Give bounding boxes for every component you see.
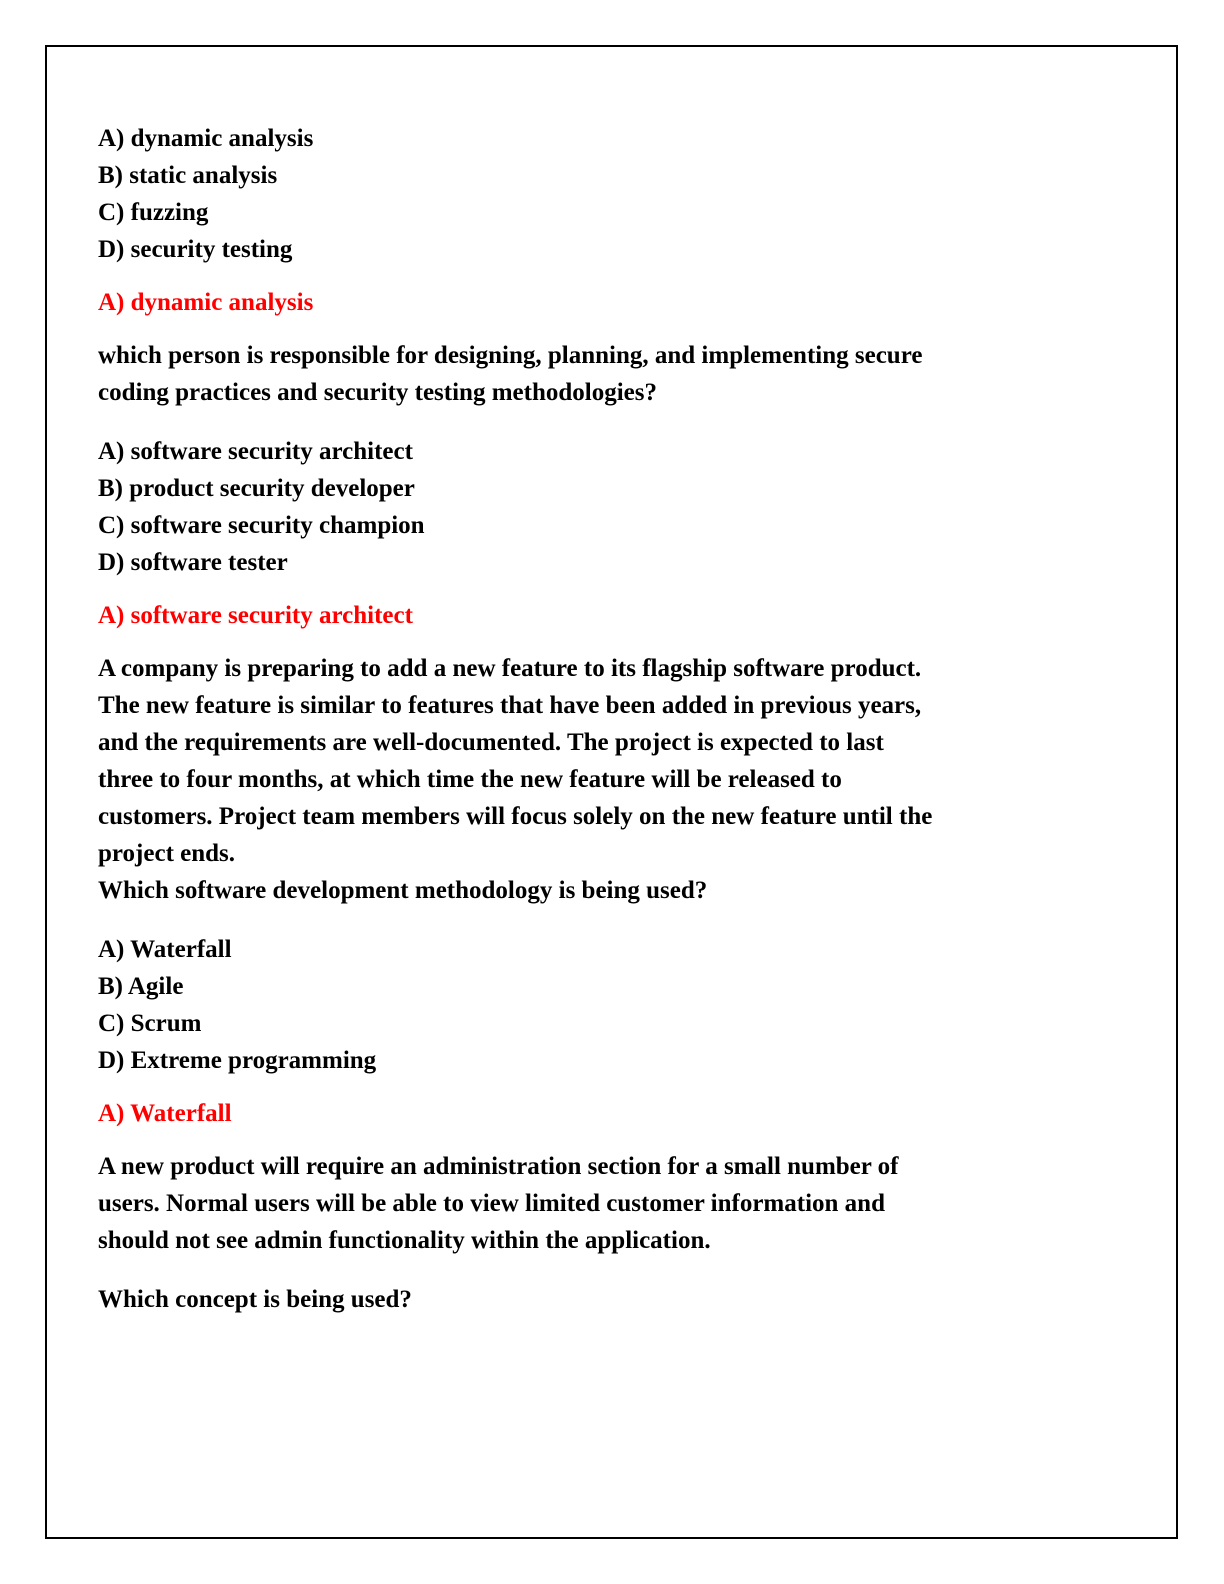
q2-answer-text: A) software security architect <box>98 602 413 629</box>
q3-question-line: The new feature is similar to features that have been added in previous years, <box>98 692 922 719</box>
q3-question-line: A company is preparing to add a new feature to its flagship software product. <box>98 655 922 682</box>
q1-options-list <box>98 120 1043 268</box>
q2-question-line: which person is responsible for designing, planning, and implementing secure <box>98 342 923 369</box>
q3-option-b: B) Agile <box>98 973 184 1000</box>
q3-option-d: D) Extreme programming <box>98 1047 377 1074</box>
q3-option-c: C) Scrum <box>98 1010 202 1037</box>
q3-question-line: three to four months, at which time the new feature will be released to <box>98 766 842 793</box>
q2-question-text <box>98 337 1043 411</box>
q1-option-d: D) security testing <box>98 236 293 263</box>
q1-option-a: A) dynamic analysis <box>98 125 314 152</box>
q2-options-list <box>98 433 1043 581</box>
q3-question-line: project ends. <box>98 840 236 867</box>
q3-options-list <box>98 931 1043 1079</box>
q2-option-b: B) product security developer <box>98 475 415 502</box>
q3-question-text <box>98 650 1043 909</box>
q1-option-b: B) static analysis <box>98 162 278 189</box>
q4-question-line: users. Normal users will be able to view limited customer information and <box>98 1190 885 1217</box>
q2-question-line: coding practices and security testing methodologies? <box>98 379 657 406</box>
q3-question-line: and the requirements are well-documented. The project is expected to last <box>98 729 884 756</box>
q2-option-d: D) software tester <box>98 549 288 576</box>
q1-answer-text: A) dynamic analysis <box>98 289 314 316</box>
q2-option-c: C) software security champion <box>98 512 425 539</box>
q4-question-line: should not see admin functionality within the application. <box>98 1227 711 1254</box>
q4-question-line: A new product will require an administration section for a small number of <box>98 1153 899 1180</box>
page-content <box>98 120 1043 1334</box>
q3-question-line: customers. Project team members will focus solely on the new feature until the <box>98 803 933 830</box>
q4-followup-question: Which concept is being used? <box>98 1286 412 1313</box>
q3-answer-text: A) Waterfall <box>98 1100 232 1127</box>
q4-question-text <box>98 1148 1043 1259</box>
q2-option-a: A) software security architect <box>98 438 413 465</box>
q3-option-a: A) Waterfall <box>98 936 232 963</box>
q3-question-line: Which software development methodology is being used? <box>98 877 708 904</box>
q1-option-c: C) fuzzing <box>98 199 209 226</box>
